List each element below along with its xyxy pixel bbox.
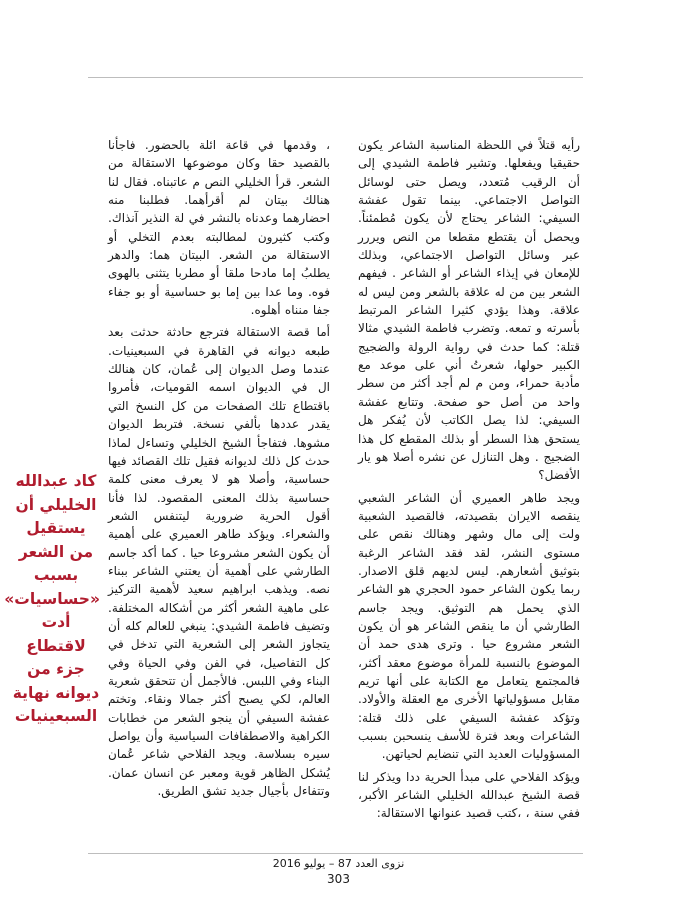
article-paragraph: أما قصة الاستقالة فترجع حادثة حدثت بعد طبعه ديوانه في القاهرة في السبعينيات. عندما وصل الديوان إلى عُمان، كان هنالك ال في الديوان اسمه القوميات، فأمروا باقتطاع تلك الصفحات من كل النسخ التي يقدر عددها بألفي نسخة. فتربط الديوان مشوها. فتفاجأ الشيخ الخليلي وتساءل لماذا حدث كل ذلك لديوانه فقيل تلك القصائد فيها حساسية، وأصلا هو لا يعرف معنى كلمة حساسية بذلك المعنى المقصود. لذا فأنا أقول الحرية ضرورية ليتنفس الشعر والشعراء. ويؤكد طاهر العميري على أهمية أن يكون الشعر مشروعا حيا . كما أكد جاسم الطارشي على أهمية أن يعتني الشاعر ببناء نصه. ويذهب ابراهيم سعيد لأهمية التركيز على ماهية الشعر أكثر من أشكاله المختلفة. وتضيف فاطمة الشيدي: ينبغي للعالم كله أن يتجاوز الشعر إلى الشعرية التي تدخل في كل التفاصيل، في الفن وفي الحياة وفي البناء وفي اللبس. فالأجمل أن تتحقق شعرية العالم، لكي يصبح أكثر جمالا ونقاء. وتختم عفشة السيفي أن ينجو الشعر من خطابات الكراهية والاصطفافات السياسية وأن يواصل سيره بسلاسة. ويجد الفلاحي شاعر عُمان يُشكل الظاهر قوية ومعبر عن انسان عمان. وتتفاءل بأجيال جديد تشق الطريق.: [108, 325, 330, 799]
article-column-right: [358, 136, 580, 827]
footer-issue-label: نزوى العدد 87 – يوليو 2016: [272, 857, 405, 870]
article-column-left: [108, 136, 330, 804]
top-divider: [88, 77, 583, 78]
pull-quote: كاد عبدالله الخليلي أن يستقيل من الشعر بسبب «حساسيات» أدت لاقتطاع جزء من ديوانه نهاية السبعينيات: [4, 472, 100, 725]
article-paragraph: ويجد طاهر العميري أن الشاعر الشعبي ينقصه الايران بقصيدته، فالقصيد الشعبية ولت إلى مال وشهر وهنالك نقص على مستوى النشر، لقد فقد الشاعر الرغبة بتوثيق أشعارهم. ليس لديهم قلق الاصدار. ربما يكون الشاعر حمود الحجري هو الشاعر الذي يحمل هم التوثيق. ويجد جاسم الطارشي أن ما ينقص الشاعر هو أن يكون الشعر مشروع حيا . وترى هدى حمد أن الموضوع بالنسبة للمرأة موضوع معقد أكثر، فالمجتمع يتعامل مع الكتابة على أنها تريم مقابل مسؤولياتها الأخرى مع العقلة والأولاد. وتؤكد عفشة السيفي على ذلك قتلة: الشاعرات وبعد فترة للأسف ينسحبن بسبب المسؤوليات العديد التي تنضايم لحياتهن.: [358, 490, 580, 762]
article-paragraph: ، وقدمها في قاعة ائلة بالحضور. فاجأنا بالقصيد حقا وكان موضوعها الاستقالة من الشعر. قرأ الخليلي النص م عاتبناه. فقال لنا هنالك بيتان لم أقرأهما. فطلبنا منه احضارهما وعدناه بالنشر في لة النذير آنذاك. وكتب كثيرون لمطالبته بعدم التخلي أو الاستقالة من الشعر. البيتان هما: والدهر يطلبُ إما مادحا ملقا أو مطربا يتثنى بالهوى فوه. وما عدا بين إما بو حساسية أو بو جفاء جفا منناه أهلوه.: [108, 138, 330, 318]
footer-divider: [88, 853, 583, 854]
article-paragraph: ويؤكد الفلاحي على مبدأ الحرية ددا ويذكر لنا قصة الشيخ عبدالله الخليلي الشاعر الأكبر، ففي سنة ، ،كتب قصيد عنوانها الاستقالة:: [358, 769, 580, 821]
page-number: 303: [327, 872, 350, 886]
article-paragraph: رأيه قتلاً في اللحظة المناسبة الشاعر يكون حقيقيا ويفعلها. وتشير فاطمة الشيدي إلى أن الرقيب مُتعدد، ويصل حتى لوسائل التواصل الاجتماعي. بينما تقول عفشة السيفي: الشاعر يحتاج لأن يكون مُطمئناً. ويحصل أن يقتطع مقطعا من النص ويررر عبر وسائل التواصل الاجتماعي، وبذلك للإمعان في إيذاء الشاعر أو الشاعر . فيفهم الشعر بين من له علاقة بالشعر ومن ليس له علاقة. وهذا يؤدي كثيرا الشاعر المرتبط بأسرته و تمعه. وتضرب فاطمة الشيدي مثالا قتلة: كما حدث في رواية الرولة والضجيج الكبير حولها، شعرتُ أني على موعد مع مأدبة حمراء، ومن م لم أجد أكثر من سطر واحد من أصل حو صفحة. وتتابع عفشة السيفي: لذا يصل الكاتب لأن يُفكر هل يستحق هذا السطر أو بذلك المقطع كل هذا الضجيج . وهل التنازل عن نشره أصلا هو يار الأفضل؟: [358, 138, 580, 483]
